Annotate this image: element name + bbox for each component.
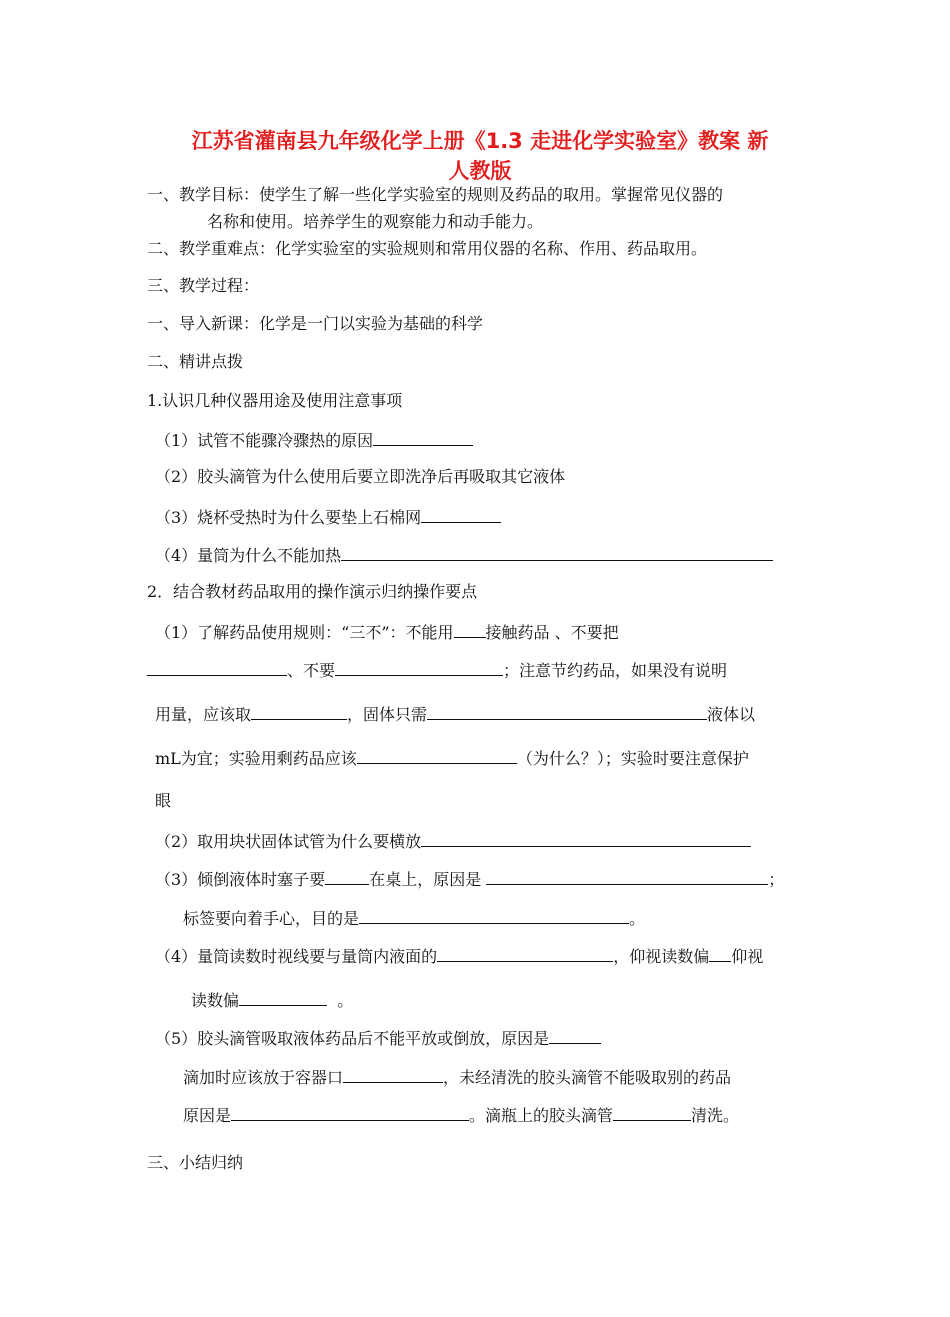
rules-text: （1）了解药品使用规则：“三不”：不能用 [155, 623, 454, 642]
question-1-2: （2）胶头滴管为什么使用后要立即洗净后再吸取其它液体 [155, 467, 566, 486]
point-text: 仰视 [731, 947, 764, 966]
answer-blank[interactable] [343, 1065, 443, 1083]
point-text: （4）量筒读数时视线要与量筒内液面的 [155, 947, 438, 966]
answer-blank[interactable] [357, 746, 517, 764]
process-heading: 三、教学过程： [147, 276, 260, 295]
answer-blank[interactable] [421, 505, 501, 523]
section-2-heading: 2．结合教材药品取用的操作演示归纳操作要点 [147, 582, 478, 601]
rules-line-2 [147, 658, 727, 682]
lecture-heading: 二、精讲点拨 [147, 352, 244, 371]
answer-blank[interactable] [454, 620, 486, 638]
rules-text: （为什么？）；实验时要注意保护 [516, 749, 749, 768]
rules-line-4 [155, 746, 749, 770]
point-text: 读数偏 [191, 991, 240, 1010]
rules-line-5: 眼 [155, 791, 172, 810]
teaching-goal: 一、教学目标：使学生了解一些化学实验室的规则及药品的取用。掌握常见仪器的 [147, 185, 724, 204]
question-1-3 [155, 505, 501, 529]
point-text: 。 [629, 909, 646, 928]
answer-blank[interactable] [239, 988, 327, 1006]
document-title [140, 126, 820, 186]
answer-blank[interactable] [709, 944, 731, 962]
answer-blank[interactable] [359, 906, 629, 924]
teaching-goal-cont: 名称和使用。培养学生的观察能力和动手能力。 [207, 212, 544, 231]
rules-text: 接触药品 、不要把 [485, 623, 619, 642]
answer-blank[interactable] [341, 543, 773, 561]
answer-blank[interactable] [437, 944, 613, 962]
rules-text: 用量，应该取 [155, 705, 252, 724]
answer-blank[interactable] [147, 658, 287, 676]
key-points: 二、教学重难点：化学实验室的实验规则和常用仪器的名称、作用、药品取用。 [147, 239, 708, 258]
answer-blank[interactable] [251, 702, 347, 720]
rules-text: ；注意节约药品，如果没有说明 [503, 661, 728, 680]
point-text: ，仰视读数偏 [613, 947, 710, 966]
point-text: （5）胶头滴管吸取液体药品后不能平放或倒放，原因是 [155, 1029, 550, 1048]
point-text: 清洗。 [691, 1106, 740, 1125]
rules-line-3 [155, 702, 755, 726]
answer-blank[interactable] [613, 1103, 691, 1121]
rules-text: mL为宜；实验用剩药品应该 [155, 749, 357, 768]
point-5 [155, 1026, 601, 1050]
rules-text: 、不要 [287, 661, 336, 680]
question-text: （1）试管不能骤冷骤热的原因 [155, 431, 374, 450]
point-text: 标签要向着手心，目的是 [183, 909, 360, 928]
point-5-cont-1 [183, 1065, 731, 1089]
title-line-1: 江苏省灌南县九年级化学上册《1.3 走进化学实验室》教案 新 [191, 129, 769, 153]
rules-text: ，固体只需 [347, 705, 428, 724]
question-1-1 [155, 428, 473, 452]
point-3-cont [183, 906, 645, 930]
question-1-4 [155, 543, 773, 567]
point-text: 滴加时应该放于容器口 [183, 1068, 344, 1087]
question-text: （4）量筒为什么不能加热 [155, 546, 342, 565]
point-4-cont [191, 988, 353, 1012]
point-5-cont-2 [183, 1103, 739, 1127]
point-text: （2）取用块状固体试管为什么要横放 [155, 832, 422, 851]
answer-blank[interactable] [421, 829, 751, 847]
point-text: 。滴瓶上的胶头滴管 [469, 1106, 614, 1125]
rules-text: 液体以 [707, 705, 756, 724]
answer-blank[interactable] [335, 658, 503, 676]
summary-heading: 三、小结归纳 [147, 1153, 244, 1172]
question-text: （3）烧杯受热时为什么要垫上石棉网 [155, 508, 422, 527]
point-3 [155, 867, 784, 891]
point-text: 。 [337, 991, 354, 1010]
point-text: 原因是 [183, 1106, 232, 1125]
point-4 [155, 944, 763, 968]
point-text: ，未经清洗的胶头滴管不能吸取别的药品 [443, 1068, 732, 1087]
title-line-2: 人教版 [448, 159, 512, 183]
section-1-heading: 1.认识几种仪器用途及使用注意事项 [147, 391, 403, 410]
answer-blank[interactable] [549, 1026, 601, 1044]
answer-blank[interactable] [373, 428, 473, 446]
answer-blank[interactable] [427, 702, 707, 720]
answer-blank[interactable] [486, 867, 768, 885]
point-text: 在桌上，原因是 [369, 870, 482, 889]
answer-blank[interactable] [231, 1103, 469, 1121]
point-text: （3）倾倒液体时塞子要 [155, 870, 326, 889]
answer-blank[interactable] [325, 867, 369, 885]
rules-line-1 [155, 620, 619, 644]
intro-heading: 一、导入新课：化学是一门以实验为基础的科学 [147, 314, 484, 333]
point-text: ； [768, 870, 785, 889]
point-2 [155, 829, 751, 853]
